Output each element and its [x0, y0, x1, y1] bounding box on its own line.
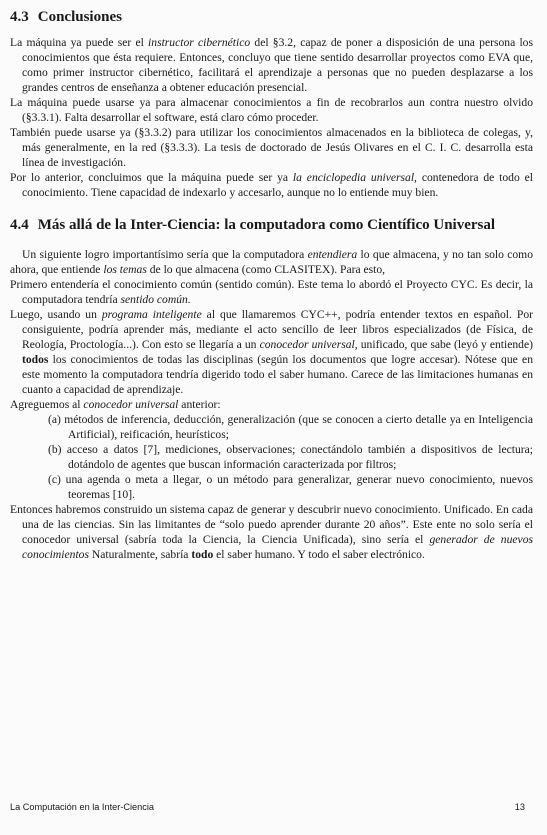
paragraph: [10, 307, 533, 397]
section-heading-conclusiones: [10, 8, 533, 27]
emphasis-text: conocedor universal: [83, 398, 179, 411]
emphasis-text: los temas: [103, 263, 147, 276]
text-run: anterior:: [178, 398, 221, 411]
emphasis-text: generador de nuevos conocimientos: [22, 533, 534, 561]
paragraph: [10, 170, 533, 200]
emphasis-text: instructor cibernético: [148, 36, 251, 49]
paragraph: [10, 502, 533, 562]
text-run: el saber humano. Y todo el saber electrónico.: [213, 548, 425, 561]
text-run: lo que almacena, y no tan solo como ahora, que entiende: [10, 248, 533, 276]
emphasis-text: programa inteligente: [101, 308, 202, 321]
paragraph: La máquina puede usarse ya para almacenar conocimientos a fin de recobrarlos aun contra nuestro olvido (§3.3.1). Falta desarrollar el software, está claro cómo proceder.: [10, 96, 533, 124]
text-run: Agreguemos al: [10, 398, 84, 411]
capabilities-list: [10, 412, 533, 502]
paragraph: [10, 247, 533, 277]
emphasis-text: conocedor universal,: [259, 338, 358, 351]
emphasis-text: sentido común.: [120, 293, 191, 306]
paragraph: [10, 35, 533, 95]
text-run: unificado, que sabe (leyó y entiende): [357, 338, 533, 351]
page-number: 13: [514, 802, 525, 812]
paragraph: [10, 277, 533, 307]
text-run: los conocimientos de todas las disciplinas (según los documentos que logre accesar). Nótese que en este momento la computadora tendría digerido todo el saber humano. Carece de las limitaciones humanas en cuanto a capacidad de aprendizaje.: [22, 353, 533, 396]
list-item: (c) una agenda o meta a llegar, o un método para generalizar, generar nuevo conocimiento, nuevos teoremas [10].: [48, 473, 533, 501]
list-item: (a) métodos de inferencia, deducción, generalización (que se conocen a cierto detalle ya en Inteligencia Artificial), reificación, heurísticos;: [48, 413, 533, 441]
text-run: al que llamaremos CYC++, podría entender textos en español. Por consiguiente, podría aprender más, mediante el acto sencillo de leer libros especializados (de Física, de Reología, Proctología...). Con esto se llegaría a un: [22, 308, 533, 351]
text-run: La máquina ya puede ser el: [10, 36, 149, 49]
section-number: 4.3: [10, 9, 29, 25]
bold-text: todo: [191, 548, 214, 561]
text-run: contenedora de todo el conocimiento. Tiene capacidad de indexarlo y accesarlo, aunque no lo entiende muy bien.: [22, 171, 534, 199]
section-heading-mas-alla: [10, 216, 533, 235]
section-number: 4.4: [10, 217, 29, 233]
emphasis-text: entendiera: [307, 248, 358, 261]
text-run: Por lo anterior, concluimos que la máquina puede ser ya: [10, 171, 293, 184]
paragraph: También puede usarse ya (§3.3.2) para utilizar los conocimientos almacenados en la biblioteca de colegas, y, más generalmente, en la red (§3.3.3). La tesis de doctorado de Jesús Olivares en el C. I. C. desarrolla esta línea de investigación.: [10, 126, 533, 169]
text-run: Naturalmente, sabría: [88, 548, 192, 561]
paragraph: [10, 397, 533, 412]
text-run: Un siguiente logro importantísimo sería que la computadora: [22, 248, 308, 261]
page-footer: [10, 800, 525, 815]
emphasis-text: la enciclopedia universal,: [292, 171, 417, 184]
footer-title: La Computación en la Inter-Ciencia: [10, 802, 155, 812]
section-title: Más allá de la Inter-Ciencia: la computadora como Científico Universal: [37, 217, 496, 233]
text-run: Entonces habremos construido un sistema capaz de generar y descubrir nuevo conocimiento. Unificado. En cada una de las ciencias. Sin las limitantes de “solo puedo aprender durante 20 años”. Este ente no solo sería el conocedor universal (sabría toda la Ciencia, la Ciencia Unificada), sino sería el: [10, 503, 533, 546]
text-run: Luego, usando un: [10, 308, 102, 321]
section-title: Conclusiones: [37, 9, 122, 25]
text-run: de lo que almacena (como CLASITEX). Para esto,: [146, 263, 386, 276]
bold-text: todos: [22, 353, 49, 366]
text-run: del §3.2, capaz de poner a disposición de una persona los conocimientos que ésta requiere. Entonces, concluyo que tiene sentido desarrollar proyectos como EVA que, como primer instructor cibernético, facilitará el aprendizaje a personas que no pueden desplazarse a los grandes centros de enseñanza a obtener educación presencial.: [22, 36, 533, 94]
list-item: (b) acceso a datos [7], mediciones, observaciones; conectándolo también a dispositivos de lectura; dotándolo de agentes que buscan información caracterizada por filtros;: [48, 443, 533, 471]
text-run: Primero entendería el conocimiento común (sentido común). Este tema lo abordó el Proyecto CYC. Es decir, la computadora tendría: [10, 278, 533, 306]
